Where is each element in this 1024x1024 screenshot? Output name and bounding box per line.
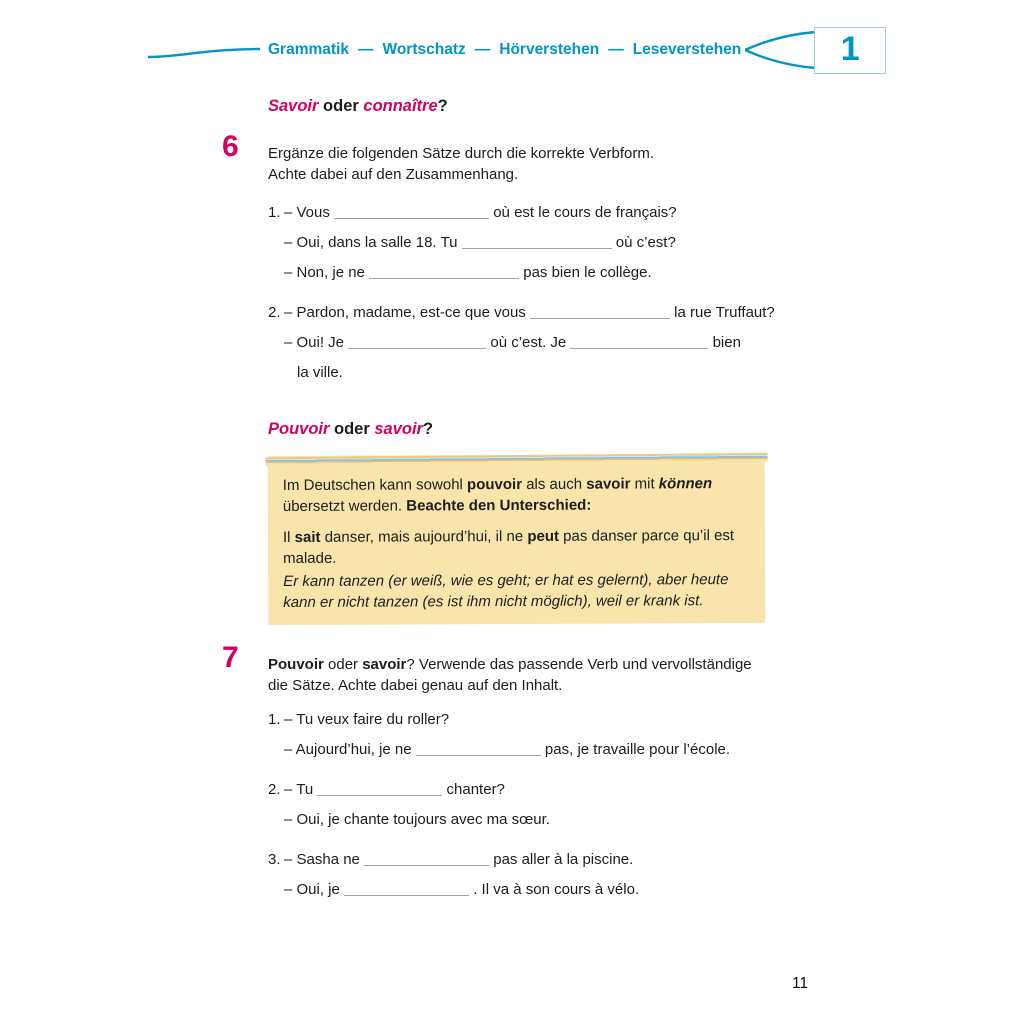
text-segment: où c’est. Je	[486, 334, 571, 351]
tape-edge-decoration	[266, 453, 768, 466]
note-paragraph-2	[268, 525, 765, 569]
item-line	[284, 709, 783, 730]
fill-in-blank	[462, 234, 612, 249]
item-number: 3.	[268, 851, 281, 868]
text-segment: – Sasha ne	[284, 851, 365, 868]
chapter-number-box	[814, 27, 886, 74]
header-curve-line-icon	[148, 37, 260, 63]
fill-in-blank	[416, 741, 541, 756]
header-tab-label: Grammatik	[268, 41, 349, 58]
text-segment: Er kann tanzen (er weiß, wie es geht; er hat es gelernt), aber heute kann er nicht tanzen (es ist ihm nicht möglich), weil er krank ist.	[283, 571, 729, 612]
text-segment: où c’est?	[611, 234, 676, 251]
text-segment: sait	[294, 528, 321, 546]
text-segment: pouvoir	[466, 475, 523, 494]
fill-in-blank	[317, 781, 442, 796]
tab-separator: —	[357, 41, 374, 58]
item-line	[284, 302, 783, 323]
text-segment: Pouvoir	[268, 420, 330, 438]
text-segment: – Oui, je	[284, 881, 345, 898]
item-number: 2.	[268, 304, 281, 321]
exercise-6-instructions	[268, 143, 783, 185]
item-line	[284, 202, 783, 223]
item-line	[284, 739, 783, 760]
exercise-item	[268, 709, 783, 760]
header-tabs	[268, 41, 741, 59]
page-number: 11	[792, 975, 809, 992]
page-content	[222, 96, 783, 919]
text-segment: bien	[708, 334, 741, 351]
item-number: 1.	[268, 204, 281, 221]
section-title-pouvoir	[268, 419, 783, 440]
exercise-6-items	[268, 202, 783, 383]
header-tab-label: Leseverstehen	[632, 41, 742, 58]
text-segment: als auch	[521, 475, 587, 493]
text-segment: savoir	[362, 656, 407, 673]
item-line	[284, 232, 783, 253]
text-segment: – Aujourd’hui, je ne	[284, 741, 416, 758]
text-segment: Savoir	[268, 97, 319, 115]
text-segment: oder	[323, 656, 363, 673]
item-line	[284, 332, 783, 353]
item-line	[284, 809, 783, 830]
text-segment: – Pardon, madame, est-ce que vous	[284, 304, 530, 321]
text-segment: Pouvoir	[268, 656, 324, 673]
text-segment: ?	[423, 420, 434, 438]
fill-in-blank	[344, 881, 469, 896]
text-segment: Il	[282, 528, 295, 547]
chapter-number: 1	[840, 30, 860, 68]
exercise-7-number: 7	[222, 641, 239, 674]
exercise-item	[268, 202, 783, 283]
tab-separator: —	[474, 41, 491, 58]
tab-separator: —	[608, 41, 624, 58]
text-segment: savoir	[374, 420, 423, 438]
item-line	[284, 362, 783, 383]
text-segment: ? Verwende das passende Verb und vervollständige die Sätze. Achte dabei genau auf den Inhalt.	[268, 656, 752, 694]
exercise-6-number: 6	[222, 130, 239, 163]
header-tab-label: Hörverstehen	[499, 41, 600, 58]
text-segment: où est le cours de français?	[489, 204, 677, 221]
text-segment: danser, mais aujourd’hui, il ne	[320, 527, 528, 546]
exercise-item	[268, 302, 783, 383]
fill-in-blank	[348, 334, 486, 349]
text-segment: Beachte den Unterschied:	[406, 496, 592, 515]
text-segment: pas bien le collège.	[519, 264, 652, 281]
exercise-7	[222, 641, 783, 900]
text-segment: oder	[318, 97, 364, 115]
text-segment: savoir	[586, 475, 631, 493]
note-paragraph-3	[268, 569, 765, 613]
fill-in-blank	[570, 334, 708, 349]
text-segment: connaître	[363, 97, 438, 115]
text-segment: . Il va à son cours à vélo.	[469, 881, 640, 898]
chapter-bracket-icon	[745, 26, 817, 74]
exercise-item	[268, 779, 783, 830]
text-segment: können	[658, 475, 713, 493]
section-title-savoir	[268, 96, 783, 117]
item-number: 2.	[268, 781, 281, 798]
fill-in-blank	[369, 264, 519, 279]
fill-in-blank	[364, 851, 489, 866]
text-segment: ?	[437, 97, 448, 115]
text-segment: mit	[630, 475, 659, 493]
text-segment: übersetzt werden.	[282, 497, 407, 516]
text-segment: Im Deutschen kann sowohl	[282, 476, 468, 495]
text-segment: oder	[329, 420, 375, 438]
exercise-7-instructions	[268, 654, 773, 696]
chapter-header	[148, 26, 886, 74]
item-line	[284, 779, 783, 800]
text-segment: – Non, je ne	[284, 264, 370, 281]
text-segment: pas, je travaille pour l’école.	[540, 741, 731, 758]
note-paragraph-1	[268, 473, 765, 517]
text-segment: la ville.	[297, 364, 343, 381]
grammar-note-box	[268, 454, 766, 625]
instruction-line: Ergänze die folgenden Sätze durch die korrekte Verbform.	[268, 145, 655, 162]
exercise-7-items	[268, 709, 783, 900]
exercise-6	[222, 130, 783, 383]
text-segment: – Tu	[284, 781, 318, 798]
text-segment: la rue Truffaut?	[669, 304, 775, 321]
text-segment: pas danser parce qu’il est malade.	[283, 527, 735, 568]
text-segment: chanter?	[442, 781, 505, 798]
text-segment: – Oui, dans la salle 18. Tu	[284, 234, 462, 251]
item-line	[284, 262, 783, 283]
exercise-item	[268, 849, 783, 900]
text-segment: – Oui, je chante toujours avec ma sœur.	[284, 811, 550, 828]
item-number: 1.	[268, 711, 281, 728]
text-segment: – Oui! Je	[284, 334, 349, 351]
text-segment: peut	[527, 527, 560, 545]
instruction-line: Achte dabei auf den Zusammenhang.	[268, 166, 519, 183]
text-segment: pas aller à la piscine.	[489, 851, 634, 868]
item-line	[284, 879, 783, 900]
fill-in-blank	[334, 204, 489, 219]
fill-in-blank	[530, 304, 670, 319]
header-tab-label: Wortschatz	[382, 41, 466, 58]
text-segment: – Tu veux faire du roller?	[284, 711, 450, 728]
item-line	[284, 849, 783, 870]
text-segment: – Vous	[284, 204, 335, 221]
